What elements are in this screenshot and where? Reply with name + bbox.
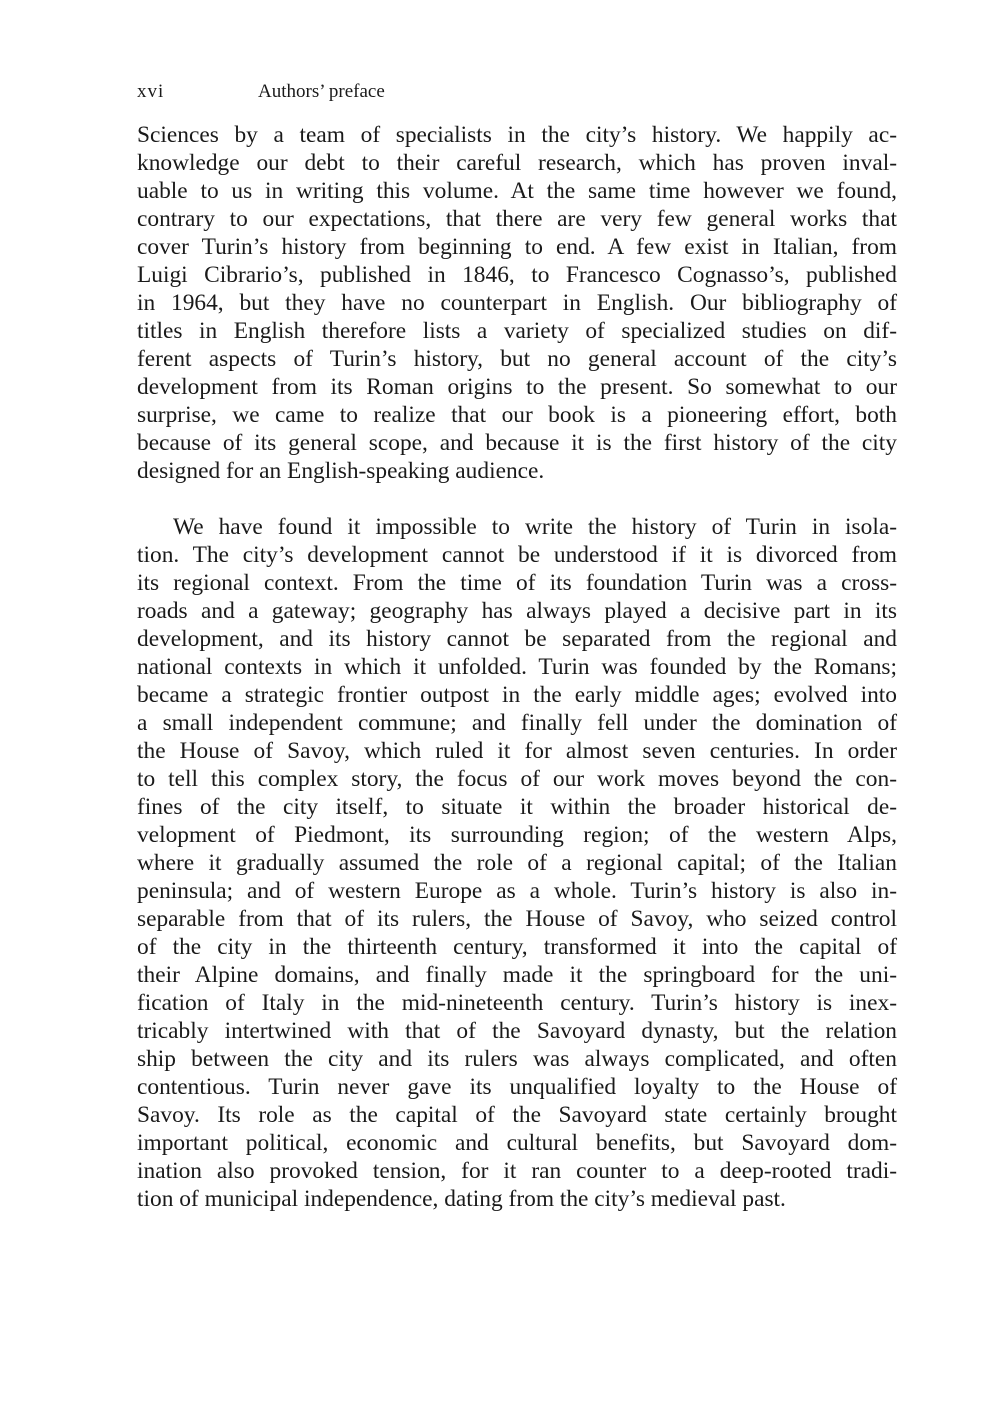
paragraph-continued: [137, 121, 897, 485]
text-line: ferent aspects of Turin’s history, but no general account of the city’s: [137, 346, 897, 372]
text-line: a small independent commune; and finally fell under the domination of: [137, 710, 897, 736]
text-line: of the city in the thirteenth century, transformed it into the capital of: [137, 934, 897, 960]
text-line: because of its general scope, and because it is the first history of the city: [137, 430, 897, 456]
text-line: ship between the city and its rulers was always complicated, and often: [137, 1046, 897, 1072]
text-line: Sciences by a team of specialists in the city’s history. We happily ac-: [137, 122, 897, 148]
text-line: ination also provoked tension, for it ran counter to a deep-rooted tradi-: [137, 1158, 897, 1184]
text-line: fication of Italy in the mid-nineteenth century. Turin’s history is inex-: [137, 990, 897, 1016]
text-line: development from its Roman origins to the present. So somewhat to our: [137, 374, 897, 400]
text-line: knowledge our debt to their careful research, which has proven inval-: [137, 150, 897, 176]
paragraph-turin-regional-context: [137, 513, 897, 1213]
text-line: national contexts in which it unfolded. Turin was founded by the Romans;: [137, 654, 897, 680]
text-line: peninsula; and of western Europe as a whole. Turin’s history is also in-: [137, 878, 897, 904]
text-line: uable to us in writing this volume. At the same time however we found,: [137, 178, 897, 204]
text-line: cover Turin’s history from beginning to end. A few exist in Italian, from: [137, 234, 897, 260]
text-line: its regional context. From the time of its foundation Turin was a cross-: [137, 570, 897, 596]
text-line: fines of the city itself, to situate it within the broader historical de-: [137, 794, 897, 820]
text-line: tricably intertwined with that of the Savoyard dynasty, but the relation: [137, 1018, 897, 1044]
text-line: roads and a gateway; geography has always played a decisive part in its: [137, 598, 897, 624]
text-line: became a strategic frontier outpost in the early middle ages; evolved into: [137, 682, 897, 708]
body-text: [137, 121, 897, 1213]
text-line: their Alpine domains, and finally made it the springboard for the uni-: [137, 962, 897, 988]
text-line: surprise, we came to realize that our book is a pioneering effort, both: [137, 402, 897, 428]
text-line: titles in English therefore lists a variety of specialized studies on dif-: [137, 318, 897, 344]
text-line: velopment of Piedmont, its surrounding region; of the western Alps,: [137, 822, 897, 848]
text-line: designed for an English-speaking audience.: [137, 458, 545, 484]
running-head-title: Authors’ preface: [258, 81, 385, 102]
text-line: We have found it impossible to write the history of Turin in isola-: [173, 514, 897, 540]
text-line: where it gradually assumed the role of a regional capital; of the Italian: [137, 850, 897, 876]
text-line: tion of municipal independence, dating from the city’s medieval past.: [137, 1186, 786, 1212]
running-head: [137, 78, 385, 106]
text-line: contentious. Turin never gave its unqualified loyalty to the House of: [137, 1074, 897, 1100]
text-line: to tell this complex story, the focus of our work moves beyond the con-: [137, 766, 897, 792]
text-line: Luigi Cibrario’s, published in 1846, to Francesco Cognasso’s, published: [137, 262, 897, 288]
text-line: contrary to our expectations, that there are very few general works that: [137, 206, 897, 232]
text-line: the House of Savoy, which ruled it for almost seven centuries. In order: [137, 738, 897, 764]
text-line: development, and its history cannot be separated from the regional and: [137, 626, 897, 652]
text-line: in 1964, but they have no counterpart in English. Our bibliography of: [137, 290, 897, 316]
text-line: Savoy. Its role as the capital of the Savoyard state certainly brought: [137, 1102, 897, 1128]
text-line: tion. The city’s development cannot be understood if it is divorced from: [137, 542, 897, 568]
page-number: xvi: [137, 81, 165, 102]
text-line: separable from that of its rulers, the House of Savoy, who seized control: [137, 906, 897, 932]
text-line: important political, economic and cultural benefits, but Savoyard dom-: [137, 1130, 897, 1156]
